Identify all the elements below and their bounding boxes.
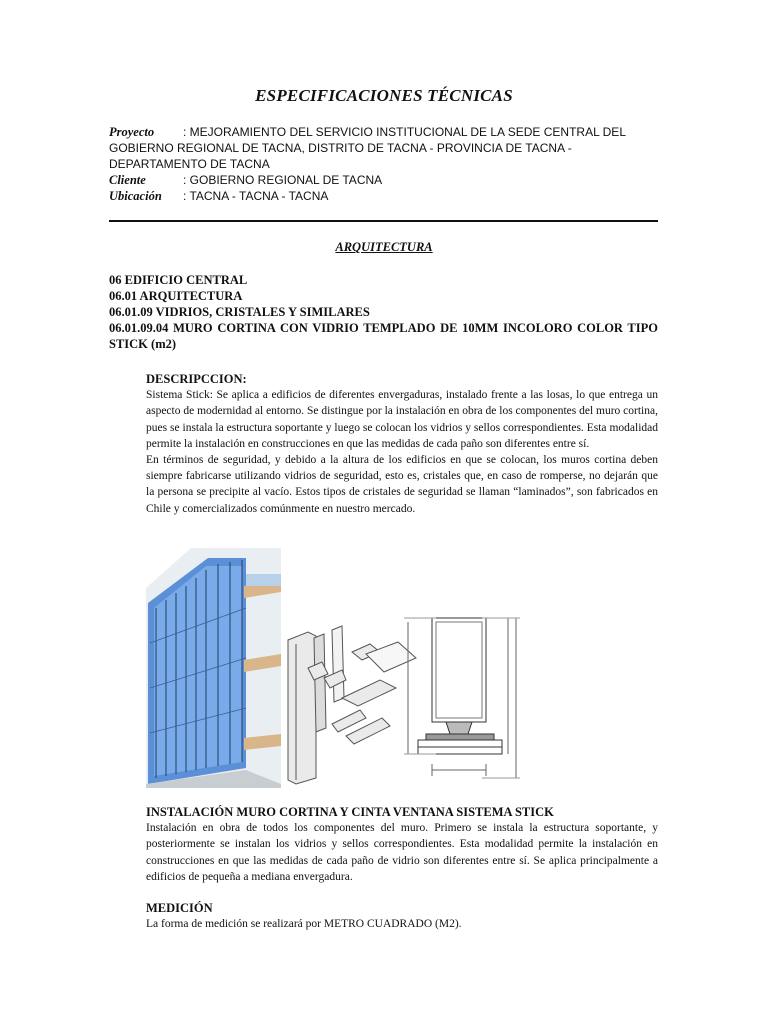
description-paragraph: Sistema Stick: Se aplica a edificios de diferentes envergaduras, instalado frente a las losas, lo que entrega un aspecto de modernidad al entorno. Se distingue por la instalación en obra de los componentes del muro cortina, pues se instala la estructura soportante y luego se colocan los vidrios y sellos correspondientes. Esta modalidad permite la instalación en construcciones en que las medidas de cada paño son diferentes entre sí.: [146, 389, 658, 450]
measurement-heading: MEDICIÓN: [146, 901, 213, 915]
meta-client: [109, 172, 659, 188]
curtain-wall-illustration: [146, 548, 658, 788]
installation-heading: INSTALACIÓN MURO CORTINA Y CINTA VENTANA SISTEMA STICK: [146, 805, 554, 819]
item-headings: [109, 272, 658, 352]
description-heading: DESCRIPCCION:: [146, 372, 247, 386]
heading-level-4: 06.01.09.04 MURO CORTINA CON VIDRIO TEMPLADO DE 10MM INCOLORO COLOR TIPO STICK (m2): [109, 321, 658, 351]
meta-label: Ubicación: [109, 189, 162, 203]
meta-value: : MEJORAMIENTO DEL SERVICIO INSTITUCIONAL DE LA SEDE CENTRAL DEL GOBIERNO REGIONAL DE TACNA, DISTRITO DE TACNA - PROVINCIA DE TACNA - DEPARTAMENTO DE TACNA: [109, 125, 626, 171]
installation-paragraph: Instalación en obra de todos los componentes del muro. Primero se instala la estructura soportante, y posteriormente se instalan los vidrios y sellos correspondientes. Esta modalidad permite la instalación en construcciones en que las medidas de cada paño de vidrio son diferentes entre sí. Se aplica principalmente a edificios de pequeña a mediana envergadura.: [146, 822, 658, 883]
heading-level-1: 06 EDIFICIO CENTRAL: [109, 273, 248, 287]
page-title: ESPECIFICACIONES TÉCNICAS: [255, 86, 513, 105]
section-drawing: [404, 618, 520, 778]
meta-value: : GOBIERNO REGIONAL DE TACNA: [183, 173, 383, 187]
heading-level-2: 06.01 ARQUITECTURA: [109, 289, 243, 303]
header-divider: [109, 220, 658, 222]
heading-level-3: 06.01.09 VIDRIOS, CRISTALES Y SIMILARES: [109, 305, 370, 319]
meta-value: : TACNA - TACNA - TACNA: [183, 189, 329, 203]
section-title: ARQUITECTURA: [335, 240, 433, 254]
mullion-exploded-view: [288, 626, 416, 784]
meta-location: [109, 188, 659, 204]
installation-block: [146, 804, 658, 885]
meta-project: [109, 124, 659, 172]
meta-label: Cliente: [109, 173, 146, 187]
measurement-paragraph: La forma de medición se realizará por METRO CUADRADO (M2).: [146, 918, 462, 931]
description-block: [146, 371, 658, 517]
curtain-wall-figure: [146, 548, 658, 788]
description-paragraph: En términos de seguridad, y debido a la altura de los edificios en que se colocan, los muros cortina deben siempre fabricarse utilizando vidrios de seguridad, esto es, cristales que, en caso de romperse, no dejarán que la persona se precipite al vacío. Estos tipos de cristales de seguridad se llaman “laminados”, son fabricados en Chile y comercializados comúnmente en nuestro mercado.: [146, 454, 658, 515]
building-render: [146, 548, 281, 788]
measurement-block: [146, 900, 658, 932]
meta-label: Proyecto: [109, 125, 155, 139]
